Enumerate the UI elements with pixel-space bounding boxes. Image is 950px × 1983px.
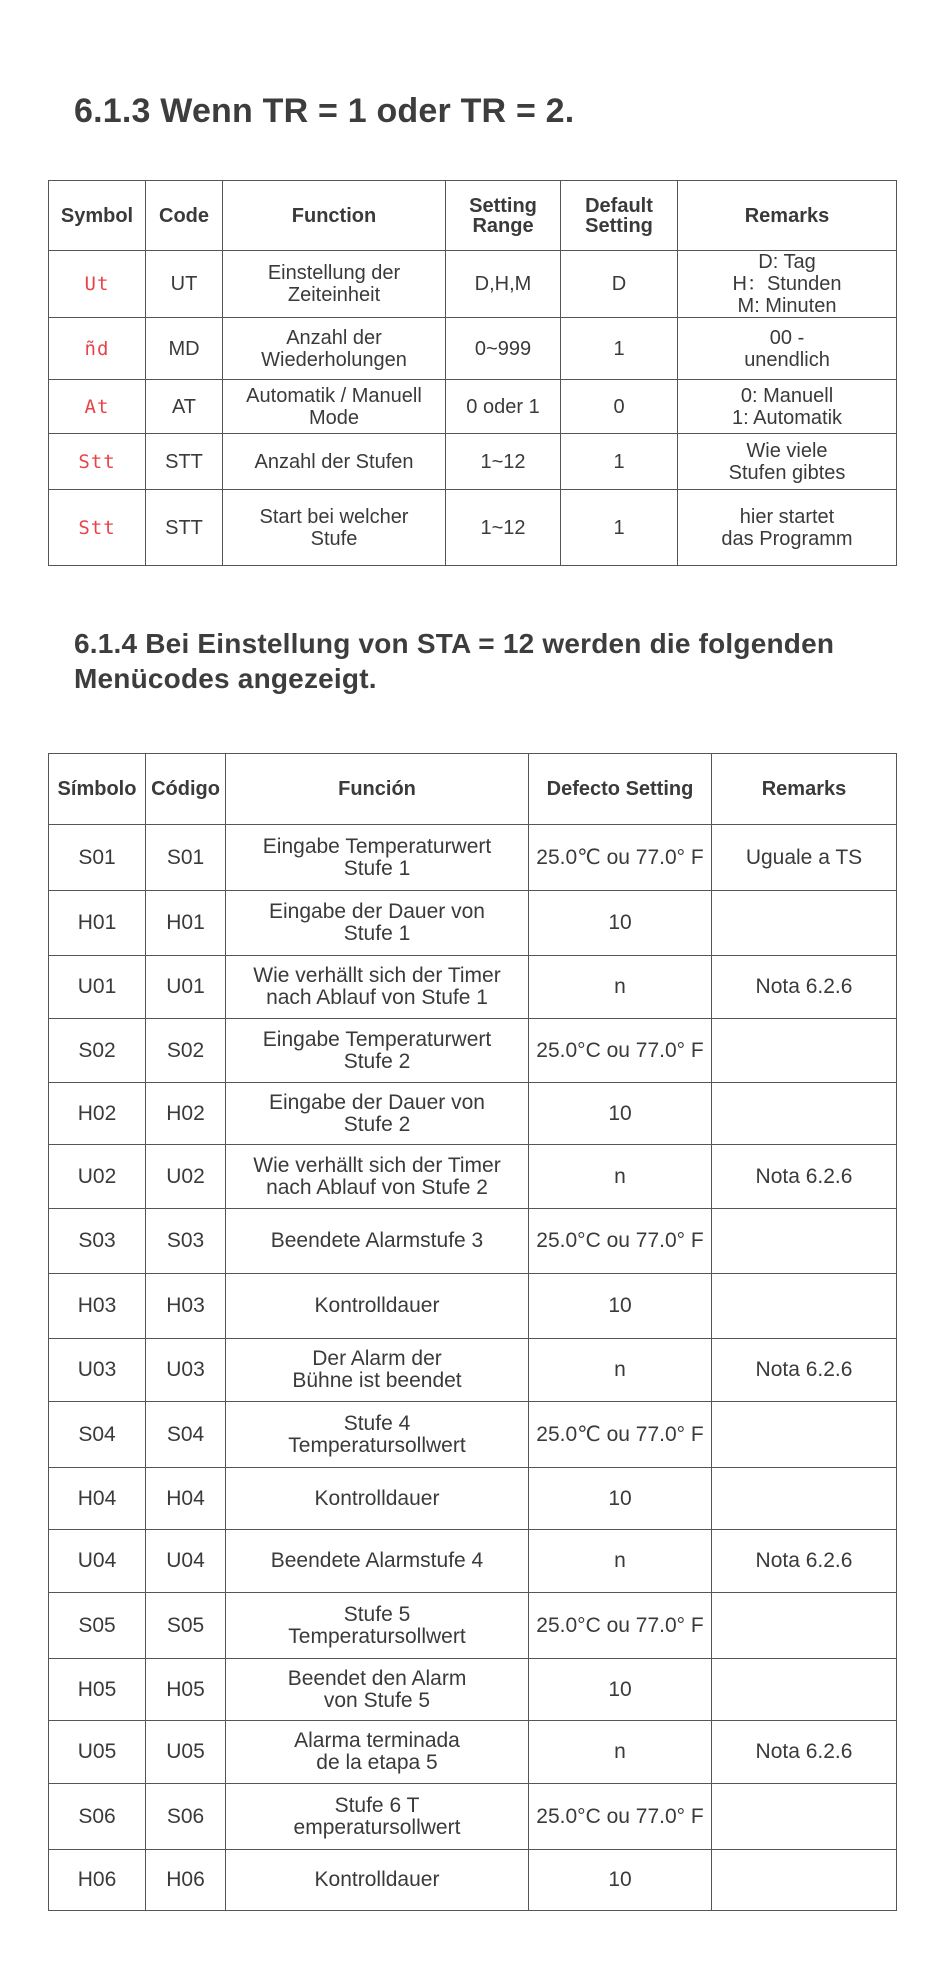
table-row (49, 1784, 897, 1850)
remarks-cell: 00 - unendlich (678, 318, 897, 380)
code-cell: U04 (146, 1530, 226, 1593)
table-row (49, 1019, 897, 1083)
table-row (49, 1721, 897, 1784)
display-symbol: Stt (49, 434, 146, 490)
symbol-cell: U02 (49, 1145, 146, 1209)
function-cell: Kontrolldauer (226, 1850, 529, 1911)
code-cell: H01 (146, 891, 226, 956)
function-cell: Stufe 4 Temperatursollwert (226, 1402, 529, 1468)
remarks-cell: Nota 6.2.6 (712, 1530, 897, 1593)
symbol-cell: H06 (49, 1850, 146, 1911)
default-cell: 25.0°C ou 77.0° F (529, 1784, 712, 1850)
code-cell: U05 (146, 1721, 226, 1784)
code-cell: U02 (146, 1145, 226, 1209)
symbol-cell: U05 (49, 1721, 146, 1784)
remarks-cell: 0: Manuell 1: Automatik (678, 380, 897, 434)
symbol-cell: S02 (49, 1019, 146, 1083)
code-cell: S05 (146, 1593, 226, 1659)
table-header-row (49, 181, 897, 251)
header-setting-range: Setting Range (446, 181, 561, 251)
table-row (49, 1402, 897, 1468)
display-symbol: Ut (49, 251, 146, 318)
header-function: Function (223, 181, 446, 251)
code-cell: S02 (146, 1019, 226, 1083)
default-cell: 10 (529, 1468, 712, 1530)
remarks-cell (712, 1850, 897, 1911)
header-simbolo: Símbolo (49, 754, 146, 825)
remarks-cell: Nota 6.2.6 (712, 956, 897, 1019)
default-cell: 0 (561, 380, 678, 434)
default-cell: 25.0°C ou 77.0° F (529, 1019, 712, 1083)
function-cell: Stufe 6 T emperatursollwert (226, 1784, 529, 1850)
display-symbol: ñd (49, 318, 146, 380)
tr-settings-table (48, 180, 897, 566)
range-cell: 1~12 (446, 490, 561, 566)
symbol-cell: S06 (49, 1784, 146, 1850)
remarks-cell (712, 1659, 897, 1721)
symbol-cell: U04 (49, 1530, 146, 1593)
function-cell: Stufe 5 Temperatursollwert (226, 1593, 529, 1659)
default-cell: 1 (561, 490, 678, 566)
function-cell: Start bei welcher Stufe (223, 490, 446, 566)
table-row (49, 825, 897, 891)
code-cell: H05 (146, 1659, 226, 1721)
function-cell: Eingabe Temperaturwert Stufe 1 (226, 825, 529, 891)
header-default-setting: Default Setting (561, 181, 678, 251)
range-cell: 1~12 (446, 434, 561, 490)
table-row (49, 318, 897, 380)
table-row (49, 1274, 897, 1339)
function-cell: Automatik / Manuell Mode (223, 380, 446, 434)
code-cell: H02 (146, 1083, 226, 1145)
default-cell: 25.0°C ou 77.0° F (529, 1209, 712, 1274)
default-cell: 10 (529, 891, 712, 956)
default-cell: 25.0℃ ou 77.0° F (529, 1402, 712, 1468)
table-row (49, 956, 897, 1019)
default-cell: n (529, 1530, 712, 1593)
remarks-cell: Nota 6.2.6 (712, 1145, 897, 1209)
remarks-cell: Nota 6.2.6 (712, 1721, 897, 1784)
function-cell: Kontrolldauer (226, 1274, 529, 1339)
remarks-cell (712, 1019, 897, 1083)
default-cell: n (529, 956, 712, 1019)
section-6-1-3-heading: 6.1.3 Wenn TR = 1 oder TR = 2. (74, 92, 575, 130)
default-cell: 25.0℃ ou 77.0° F (529, 825, 712, 891)
default-cell: n (529, 1145, 712, 1209)
function-cell: Beendete Alarmstufe 3 (226, 1209, 529, 1274)
remarks-cell (712, 1784, 897, 1850)
header-codigo: Código (146, 754, 226, 825)
table-row (49, 1083, 897, 1145)
code-cell: H03 (146, 1274, 226, 1339)
code-cell: H04 (146, 1468, 226, 1530)
table-row (49, 1530, 897, 1593)
code-cell: S04 (146, 1402, 226, 1468)
remarks-cell: Wie viele Stufen gibtes (678, 434, 897, 490)
function-cell: Alarma terminada de la etapa 5 (226, 1721, 529, 1784)
remarks-cell (712, 1209, 897, 1274)
code-cell: H06 (146, 1850, 226, 1911)
table-row (49, 1659, 897, 1721)
symbol-cell: S03 (49, 1209, 146, 1274)
function-cell: Beendete Alarmstufe 4 (226, 1530, 529, 1593)
remarks-cell: hier startet das Programm (678, 490, 897, 566)
remarks-cell (712, 1083, 897, 1145)
table-row (49, 434, 897, 490)
symbol-cell: H01 (49, 891, 146, 956)
symbol-cell: H05 (49, 1659, 146, 1721)
symbol-cell: H04 (49, 1468, 146, 1530)
default-cell: 10 (529, 1274, 712, 1339)
header-remarks: Remarks (712, 754, 897, 825)
function-cell: Einstellung der Zeiteinheit (223, 251, 446, 318)
remarks-cell: D: Tag H：Stunden M: Minuten (678, 251, 897, 318)
table-row (49, 1850, 897, 1911)
remarks-cell (712, 1468, 897, 1530)
default-cell: D (561, 251, 678, 318)
table-row (49, 380, 897, 434)
code-cell: S01 (146, 825, 226, 891)
header-defecto-setting: Defecto Setting (529, 754, 712, 825)
code-cell: AT (146, 380, 223, 434)
table-row (49, 1468, 897, 1530)
symbol-cell: H02 (49, 1083, 146, 1145)
function-cell: Der Alarm der Bühne ist beendet (226, 1339, 529, 1402)
symbol-cell: U01 (49, 956, 146, 1019)
display-symbol: At (49, 380, 146, 434)
remarks-cell (712, 1402, 897, 1468)
table-row (49, 1593, 897, 1659)
table-header-row (49, 754, 897, 825)
code-cell: S06 (146, 1784, 226, 1850)
range-cell: D,H,M (446, 251, 561, 318)
default-cell: n (529, 1721, 712, 1784)
header-symbol: Symbol (49, 181, 146, 251)
default-cell: 10 (529, 1083, 712, 1145)
function-cell: Wie verhällt sich der Timer nach Ablauf von Stufe 1 (226, 956, 529, 1019)
function-cell: Beendet den Alarm von Stufe 5 (226, 1659, 529, 1721)
default-cell: 10 (529, 1850, 712, 1911)
function-cell: Wie verhällt sich der Timer nach Ablauf von Stufe 2 (226, 1145, 529, 1209)
remarks-cell (712, 1274, 897, 1339)
function-cell: Eingabe der Dauer von Stufe 2 (226, 1083, 529, 1145)
table-row (49, 251, 897, 318)
section-6-1-4-heading: 6.1.4 Bei Einstellung von STA = 12 werden die folgenden Menücodes angezeigt. (74, 628, 835, 694)
range-cell: 0 oder 1 (446, 380, 561, 434)
symbol-cell: S04 (49, 1402, 146, 1468)
remarks-cell: Uguale a TS (712, 825, 897, 891)
code-cell: U03 (146, 1339, 226, 1402)
table-row (49, 891, 897, 956)
header-code: Code (146, 181, 223, 251)
default-cell: 25.0°C ou 77.0° F (529, 1593, 712, 1659)
table-row (49, 490, 897, 566)
code-cell: UT (146, 251, 223, 318)
function-cell: Anzahl der Stufen (223, 434, 446, 490)
code-cell: U01 (146, 956, 226, 1019)
table-row (49, 1209, 897, 1274)
range-cell: 0~999 (446, 318, 561, 380)
sta-menu-codes-table (48, 753, 897, 1911)
function-cell: Eingabe Temperaturwert Stufe 2 (226, 1019, 529, 1083)
code-cell: STT (146, 490, 223, 566)
default-cell: 1 (561, 318, 678, 380)
remarks-cell (712, 891, 897, 956)
table-row (49, 1145, 897, 1209)
function-cell: Anzahl der Wiederholungen (223, 318, 446, 380)
symbol-cell: H03 (49, 1274, 146, 1339)
code-cell: MD (146, 318, 223, 380)
symbol-cell: S05 (49, 1593, 146, 1659)
display-symbol: Stt (49, 490, 146, 566)
default-cell: 10 (529, 1659, 712, 1721)
default-cell: n (529, 1339, 712, 1402)
table-row (49, 1339, 897, 1402)
function-cell: Kontrolldauer (226, 1468, 529, 1530)
default-cell: 1 (561, 434, 678, 490)
header-funcion: Función (226, 754, 529, 825)
code-cell: STT (146, 434, 223, 490)
code-cell: S03 (146, 1209, 226, 1274)
symbol-cell: S01 (49, 825, 146, 891)
header-remarks: Remarks (678, 181, 897, 251)
remarks-cell: Nota 6.2.6 (712, 1339, 897, 1402)
remarks-cell (712, 1593, 897, 1659)
symbol-cell: U03 (49, 1339, 146, 1402)
function-cell: Eingabe der Dauer von Stufe 1 (226, 891, 529, 956)
